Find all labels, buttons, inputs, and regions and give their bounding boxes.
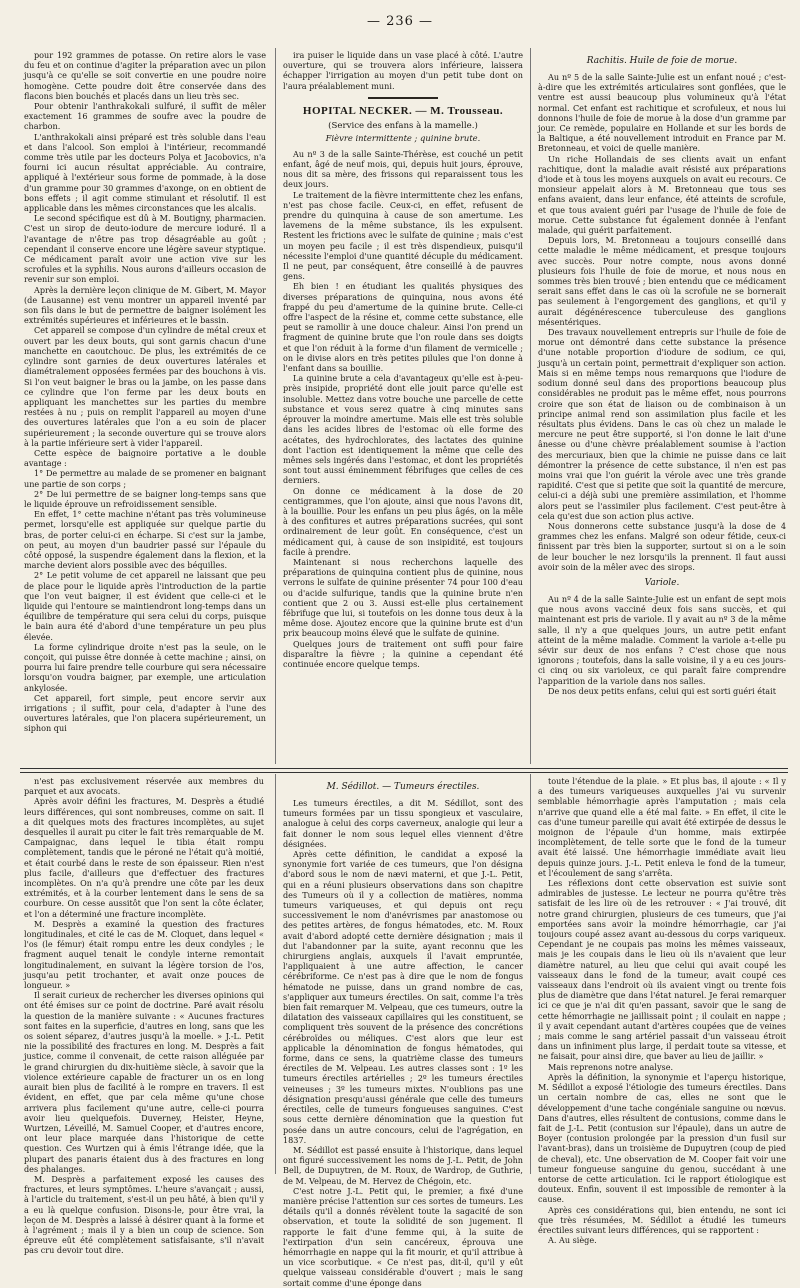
paragraph: Après ces considérations qui, bien entendu, ne sont ici que très résumées, M. Sédillot a étudié les tumeurs érectiles suivant leurs différences, qui se rapportent : [538,1204,786,1235]
column-6-body [538,776,786,1245]
paragraph: 2° De lui permettre de se baigner long-temps sans que le liquide éprouve un refroidissement sensible. [24,488,266,509]
paragraph: Pour obtenir l'anthrakokali sulfuré, il suffit de mêler exactement 16 grammes de soufre avec la poudre de charbon. [24,101,266,132]
column-3-body [538,72,786,572]
article-topic: Fièvre intermittente ; quinine brute. [325,132,481,143]
paragraph: Après la définition, la synonymie et l'aperçu historique, M. Sédillot a exposé l'étiologie des tumeurs érectiles. Dans un certain nombre de cas, elles ne sont que le développement d'une tache congéniale sanguine ou nœvus. Dans d'autres, elles résultent de contusions, comme dans le fait de J.-L. Petit (contusion sur l'épaule), dans un autre de Boyer (contusion prolongée par la pression d'un fusil sur l'avant-bras), dans un troisième de Dupuytren (coup de pied de cheval), etc. Une observation de M. Cooper fait voir une tumeur fongueuse sanguine du genou, succédant à une entorse de cette articulation. Ici le rapport étiologique est douteux. Enfin, souvent il est impossible de remonter à la cause. [538,1071,786,1205]
paragraph: Au nº 3 de la salle Sainte-Thérèse, est couché un petit enfant, âgé de neuf mois, qui, depuis huit jours, éprouve, nous dit sa mère, des frissons qui reparaissent tous les deux jours. [283,148,523,190]
section-rule [368,97,438,99]
paragraph: Au nº 4 de la salle Sainte-Julie est un enfant de sept mois que nous avons vacciné deux fois sans succès, et qui maintenant est pris de variole. Il y avait au nº 3 de la même salle, il n'y a que quelques jours, un autre petit enfant atteint de la même maladie. Comment la variole a-t-elle pu sévir sur deux de nos enfans ? C'est chose que nous ignorons ; toutefois, dans la salle voisine, il y a eu ces jours-ci cinq ou six varioleux, ce qui paraît faire comprendre l'apparition de la variole dans nos salles. [538,593,786,686]
column-divider [530,48,531,764]
paragraph: Maintenant si nous recherchons laquelle des préparations de quinquina contient plus de quinine, nous verrons le sulfate de quinine présenter 74 pour 100 d'eau ou d'acide sulfurique, tandis que la quinine brute n'en contient que 2 ou 3. Aussi est-elle plus certainement fébrifuge que lui, si toutefois on les donne tous deux à la même dose. Ajoutez encore que la quinine brute est d'un prix beaucoup moins élevé que le sulfate de quinine. [283,556,523,639]
paragraph: Depuis lors, M. Bretonneau a toujours conseillé dans cette maladie le même médicament, et presque toujours avec succès. Pour notre compte, nous avons donné plusieurs fois l'huile de foie de morue, et nous nous en sommes très bien trouvé ; bien entendu que ce médicament serait sans effet dans le cas où la scrofule ne se bornerait pas seulement à l'engorgement des ganglions, et qu'il y aurait dégénérescence tuberculeuse des ganglions mésentériques. [538,235,786,327]
paragraph: Cette espèce de baignoire portative a le double avantage : [24,447,266,469]
column-6 [538,776,786,1246]
paragraph: La forme cylindrique droite n'est pas la seule, on le conçoit, qui puisse être donnée à cette machine ; ainsi, on pourra lui faire prendre telle courbure qui sera nécessaire lorsqu'on voudra baigner, par exemple, une articulation ankylosée. [24,641,266,693]
article-heading-sedillot: M. Sédillot. — Tumeurs érectiles. [326,782,480,792]
section-title-variole: Variole. [644,577,680,588]
column-1-body [24,50,266,734]
paragraph: Le traitement de la fièvre intermittente chez les enfans, n'est pas chose facile. Ceux-ci, en effet, refusent de prendre du quinquina à cause de son amertume. Les lavemens de la même substance, ils les expulsent. Restent les frictions avec le sulfate de quinine ; mais c'est un moyen peu facile ; il est très dispendieux, puisqu'il nécessite l'emploi d'une quantité décuple du médicament. Il ne peut, par conséquent, être conseillé à de pauvres gens. [283,189,523,282]
column-divider [275,48,276,764]
paragraph: Après avoir défini les fractures, M. Desprès a étudié leurs différences, qui sont nombreuses, comme on sait. Il a dit quelques mots des fractures incomplètes, au sujet desquelles il aurait pu citer le fait très remarquable de M. Campaignac, dans lequel le tibia était rompu complètement, tandis que le péroné ne l'était qu'à moitié, et était courbé dans le reste de son épaisseur. Rien n'est plus facile, d'ailleurs que d'effectuer des fractures incomplètes. On n'a qu'à prendre une côte par les deux extrémités, et à la courber lentement dans le sens de sa courbure. On cesse aussitôt que l'on sent la côte éclater, et l'on a déterminé une fracture incomplète. [24,796,264,919]
paragraph: On donne ce médicament à la dose de 20 centigrammes, que l'on ajoute, ainsi que nous l'avons dit, à la bouillie. Pour les enfans un peu plus âgés, on la mêle à des confitures et autres préparations sucrées, qui sont ordinairement de leur goût. En conséquence, c'est un médicament qui, à cause de son insipidité, est toujours facile à prendre. [283,485,523,557]
column-3 [538,50,786,762]
paragraph: En effet, 1° cette machine n'étant pas très volumineuse permet, lorsqu'elle est appliquée sur quelque partie du bras, de porter celui-ci en écharpe. Si c'est sur la jambe, on peut, au moyen d'un baudrier passé sur l'épaule du côté opposé, la suspendre également dans la flexion, et la marche devient alors possible avec des béquilles. [24,509,266,571]
paragraph: Nous donnerons cette substance jusqu'à la dose de 4 grammes chez les enfans. Malgré son odeur fétide, ceux-ci finissent par très bien la supporter, surtout si on a le soin de leur boucher le nez lorsqu'ils la prennent. Il faut aussi avoir soin de la mêler avec des sirops. [538,520,786,572]
paragraph: Eh bien ! en étudiant les qualités physiques des diverses préparations de quinquina, nous avons été frappé du peu d'amertume de la quinine brute. Celle-ci offre l'aspect de la résine et, comme cette substance, elle peut se ramollir à une douce chaleur. Ainsi l'on prend un fragment de quinine brute que l'on roule dans ses doigts et que l'on réduit à la forme d'un filament de vermicelle ; on le divise alors en très petites pilules que l'on donne à l'enfant dans sa bouillie. [283,281,523,374]
horizontal-separator [20,768,788,773]
paragraph: Quelques jours de traitement ont suffi pour faire disparaître la fièvre ; la quinine a cependant été continuée encore quelque temps. [283,638,523,669]
paragraph: 2° Le petit volume de cet appareil ne laissant que peu de place pour le liquide après l'introduction de la partie que l'on veut baigner, il est évident que celle-ci et le liquide qui l'entoure se maintiendront long-temps dans un équilibre de température qui sera celui du corps, puisque le bain aura été d'abord d'une température un peu plus élevée. [24,570,266,642]
paragraph: Cet appareil se compose d'un cylindre de métal creux et ouvert par les deux bouts, qui sont garnis chacun d'une manchette en caoutchouc. De plus, les extrémités de ce cylindre sont garnies de deux ouvertures latérales et diamétralement opposées fermées par des bouchons à vis. Si l'on veut baigner le bras ou la jambe, on les passe dans ce cylindre que l'on ferme par les deux bouts en appliquant les manchettes sur les parties du membre restées à nu ; puis on remplit l'appareil au moyen d'une des ouvertures latérales que l'on a eu soin de placer supérieurement ; la seconde ouverture qui se trouve alors à la partie inférieure sert à vider l'appareil. [24,325,266,448]
paragraph: Après cette définition, le candidat a exposé la synonymie fort variée de ces tumeurs, que l'on désigna d'abord sous le nom de nævi materni, et que J.-L. Petit, qui en a réuni plusieurs observations dans son chapitre des Tumeurs où il y a collection de matières, nomma tumeurs variqueuses, et qui depuis ont reçu successivement le nom d'anévrismes par anastomose ou des petites artères, de fongus hématodes, etc. M. Roux avait d'abord adopté cette dernière désignation ; mais il dut l'abandonner par la suite, ayant reconnu que les chirurgiens anglais, auxquels il l'avait empruntée, l'appliquaient à une autre affection, le cancer cérébriforme. Ce n'est pas à dire que le nom de fongus hématode ne puisse, dans un grand nombre de cas, s'appliquer aux tumeurs érectiles. On sait, comme l'a très bien fait remarquer M. Velpeau, que ces tumeurs, outre la dilatation des vaisseaux capillaires qui les constituent, se compliquent très souvent de la présence des concrétions cérébroïdes ou méliques. C'est alors que leur est applicable la dénomination de fongus hématodes, qui forme, dans ce sens, la quatrième classe des tumeurs érectiles de M. Velpeau. Les autres classes sont : 1º les tumeurs érectiles artérielles ; 2º les tumeurs érectiles veineuses ; 3º les tumeurs mixtes. N'oublions pas une désignation presqu'aussi générale que celle des tumeurs érectiles, celle de tumeurs fongueuses sanguines. C'est sous cette dernière dénomination que la question fut posée dans un autre concours, celui de l'agrégation, en 1837. [283,849,523,1145]
column-1 [24,50,266,762]
paragraph: Des travaux nouvellement entrepris sur l'huile de foie de morue ont démontré dans cette substance la présence d'une notable proportion d'iodure de sodium, ce qui, jusqu'à un certain point, permettrait d'expliquer son action. Mais si en même temps nous remarquons que l'iodure de sodium donné seul dans des proportions beaucoup plus considérables ne produit pas le même effet, nous pourrons croire que son état de liaison ou de combinaison à un principe animal rend son assimilation plus facile et les résultats plus évidens. Dans le cas où chez un malade le mercure ne peut être supporté, si l'on donne le lait d'une ânesse ou d'une chèvre préalablement soumise à l'action des mercuriaux, bien que la chimie ne puisse dans ce lait démontrer la présence de cette substance, il n'en est pas moins vrai que l'on guérit la vérole avec une très grande rapidité. C'est que si petite que soit la quantité de mercure, celui-ci a déjà subi une première assimilation, et l'homme alors peut se l'assimiler plus facilement. C'est peut-être à cela qu'est due son action plus active. [538,327,786,521]
paragraph: C'est notre J.-L. Petit qui, le premier, a fixé d'une manière précise l'attention sur ces sortes de tumeurs. Les détails qu'il a donnés révèlent toute la sagacité de son observation, et toute la solidité de son jugement. Il rapporte le fait d'une femme qui, à la suite de l'extirpation d'un sein cancéreux, éprouva une hémorrhagie en nappe qui la fit mourir, et qu'il attribue à un vice scorbutique. « Ce n'est pas, dit-il, qu'il y eût quelque vaisseau considérable d'ouvert ; mais le sang sortait comme d'une éponge dans [283,1185,523,1288]
paragraph: pour 192 grammes de potasse. On retire alors le vase du feu et on continue d'agiter la préparation avec un pilon jusqu'à ce qu'elle se soit convertie en une poudre noire homogène. Cette poudre doit être conservée dans des flacons bien bouchés et placés dans un lieu très sec. [24,50,266,101]
column-4 [24,776,264,1256]
paragraph: Après la dernière leçon clinique de M. Gibert, M. Mayor (de Lausanne) est venu montrer un appareil inventé par son fils dans le but de permettre de baigner isolément les extrémités supérieures et inférieures et le bassin. [24,284,266,326]
column-divider [530,774,531,1174]
paragraph: toute l'étendue de la plaie. » Et plus bas, il ajoute : « Il y a des tumeurs variqueuses auxquelles j'ai vu survenir semblable hémorrhagie après l'amputation ; mais cela n'arrive que quand elle a été mal faite. » En effet, il cite le cas d'une tumeur pareille qui avait été extirpée de dessus le moignon de l'épaule d'un homme, mais extirpée incomplètement, de telle sorte que le fond de la tumeur avait été laissé. Une hémorrhagie immédiate avait lieu depuis quinze jours. J.-L. Petit enleva le fond de la tumeur, et l'écoulement de sang s'arrêta. [538,776,786,878]
paragraph: M. Desprès a parfaitement exposé les causes des fractures, et leurs symptômes. L'heure s'avançait ; aussi, à l'article du traitement, s'est-il un peu hâté, à bien qu'il y a eu là quelque confusion. Disons-le, pour être vrai, la leçon de M. Desprès a laissé à désirer quant à la forme et à l'agrément ; mais il y a bien un coup de science. Son épreuve eût été complètement satisfaisante, s'il n'avait pas cru devoir tout dire. [24,1173,264,1256]
column-5 [283,776,523,1288]
paragraph: Le second spécifique est dû à M. Boutigny, pharmacien. C'est un sirop de deuto-iodure de mercure ioduré. Il a l'avantage de n'être pas trop désagréable au goût ; cependant il conserve encore une légère saveur styptique. Ce médicament paraît avoir une action vive sur les scrofules et la syphilis. Nous aurons d'ailleurs occasion de revenir sur son emploi. [24,213,266,285]
paragraph: Cet appareil, fort simple, peut encore servir aux irrigations ; il suffit, pour cela, d'adapter à l'une des ouvertures latérales, que l'on placera supérieurement, un siphon qui [24,692,266,734]
paragraph: M. Desprès a examiné la question des fractures longitudinales, et cité le cas de M. Cloquet, dans lequel « l'os (le fémur) était rompu entre les deux condyles ; le fragment auquel tenait le condyle interne remontait longitudinalement, en suivant la légère torsion de l'os, jusqu'au petit trochanter, et avait onze pouces de longueur. » [24,918,264,991]
paragraph: Il serait curieux de rechercher les diverses opinions qui ont été émises sur ce point de doctrine. Paré avait résolu la question de la manière suivante : « Aucunes fractures sont faites en la superficie, d'autres en long, sans que les os soient séparez, d'autres jusqu'à la moelle. » J.-L. Petit nie la possibilité des fractures en long. M. Desprès a fait justice, comme il convenait, de cette raison alléguée par le grand chirurgien du dix-huitième siècle, à savoir que la violence extérieure capable de fracturer un os en long aurait bien plus de facilité à le rompre en travers. Il est évident, en effet, que par cela même qu'une chose arrivera plus facilement qu'une autre, celle-ci pourra avoir lieu quelquefois. Duverney, Heister, Heyne, Wurtzen, Léveillé, M. Samuel Cooper, et d'autres encore, ont leur place marquée dans l'historique de cette question. Ces Wurtzen qui à émis l'étrange idée, que la plupart des panaris étaient dus à des fractures en long des phalanges. [24,990,264,1174]
paragraph: L'anthrakokali ainsi préparé est très soluble dans l'eau et dans l'alcool. Son emploi à l'intérieur, recommandé comme très utile par les docteurs Polya et Jacobovics, n'a fourni ici aucun résultat appréciable. Au contraire, appliqué à l'extérieur sous forme de pommade, à la dose d'un gramme pour 30 grammes d'axonge, on en obtient de bons effets ; il agit comme stimulant et résolutif. Il est applicable dans les mêmes circonstances que les alcalis. [24,131,266,214]
paragraph: n'est pas exclusivement réservée aux membres du parquet et aux avocats. [24,776,264,797]
paragraph: M. Sédillot est passé ensuite à l'historique, dans lequel ont figuré successivement les noms de J.-L. Petit, de John Bell, de Dupuytren, de M. Roux, de Wardrop, de Guthrie, de M. Velpeau, de M. Hervez de Chégoin, etc. [283,1144,523,1186]
paragraph: La quinine brute a cela d'avantageux qu'elle est à-peu-près insipide, propriété dont elle jouit parce qu'elle est insoluble. Mettez dans votre bouche une parcelle de cette substance et vous serez quatre à cinq minutes sans éprouver la moindre amertume. Mais elle est très soluble dans les acides libres de l'estomac où elle forme des acétates, des hydrochlorates, des lactates des quinine dont l'action est identiquement la même que celle des mêmes sels ingérés dans l'estomac, et dont les propriétés sont tout aussi éminemment fébrifuges que celles de ces derniers. [283,373,523,486]
article-heading-necker: HOPITAL NECKER. — M. Trousseau. [302,104,504,117]
column-2-body [283,149,523,669]
column-divider [275,774,276,1174]
paragraph: Au nº 5 de la salle Sainte-Julie est un enfant noué ; c'est-à-dire que les extrémités articulaires sont gonflées, que le ventre est aussi beaucoup plus volumineux qu'à l'état normal. Cet enfant est rachitique et scrofuleux, et nous lui donnons l'huile de foie de morue à la dose d'un gramme par jour. Ce remède, populaire en Hollande et sur les bords de la Baltique, a été nouvellement introduit en France par M. Bretonneau, et voici de quelle manière. [538,72,786,154]
paragraph: 1° De permettre au malade de se promener en baignant une partie de son corps ; [24,468,266,489]
paragraph: A. Au siège. [548,1235,597,1246]
column-5-body [283,798,523,1288]
section-title-rachitis: Rachitis. Huile de foie de morue. [586,56,738,66]
article-subheading: (Service des enfans à la mamelle.) [328,120,478,131]
page-number: — 236 — [366,14,434,29]
paragraph: Mais reprenons notre analyse. [548,1061,674,1072]
paragraph: De nos deux petits enfans, celui qui est sorti guéri était [548,685,776,696]
paragraph: Les réflexions dont cette observation est suivie sont admirables de justesse. Le lecteur ne pourra qu'être très satisfait de les lire où de les retrouver : « J'ai trouvé, dit notre grand chirurgien, plusieurs de ces tumeurs, que j'ai emportées sans avoir la moindre hémorrhagie, car j'ai toujours coupé assez avant au-dessous du corps variqueux. Cependant je ne coupais pas moins les mêmes vaisseaux, mais je les coupais dans le lieu où ils n'avaient que leur diamètre naturel, au lieu que celui qui avait coupé les vaisseaux dans le fond de la tumeur, avait coupé ces vaisseaux dans l'endroit où ils avaient vingt ou trente fois plus de diamètre que dans l'état naturel. Je ferai remarquer ici ce que je n'ai dit qu'en passant, savoir que le sang de cette hémorrhagie ne jaillissait point ; il coulait en nappe ; il y avait cependant autant d'artères coupées que de veines ; mais comme le sang artériel passait d'un vaisseau étroit dans un infiniment plus large, il perdait toute sa vitesse, et ne faisait, pour ainsi dire, que baver au lieu de jaillir. » [538,878,786,1062]
paragraph: Les tumeurs érectiles, a dit M. Sédillot, sont des tumeurs formées par un tissu spongieux et vasculaire, analogue à celui des corps caverneux, analogie qui leur a fait donner le nom sous lequel elles viennent d'être désignées. [283,798,523,849]
column-3-body-2 [538,594,786,696]
column-4-body [24,776,264,1256]
paragraph: Un riche Hollandais de ses clients avait un enfant rachitique, dont la maladie avait résisté aux préparations d'iode et à tous les moyens auxquels on avait eu recours. Ce monsieur appelait alors à M. Bretonneau que tous ses enfans avaient, dans leur enfance, été atteints de scrofule, et que tous avaient guéri par l'usage de l'huile de foie de morue. Cette substance fut également donnée à l'enfant malade, qui guérit parfaitement. [538,153,786,236]
column-2-intro: ira puiser le liquide dans un vase placé à côté. L'autre ouverture, qui se trouvera alors inférieure, laissera échapper l'irrigation au moyen d'un petit tube dont on l'aura préalablement muni. [283,50,523,91]
column-2 [283,50,523,762]
